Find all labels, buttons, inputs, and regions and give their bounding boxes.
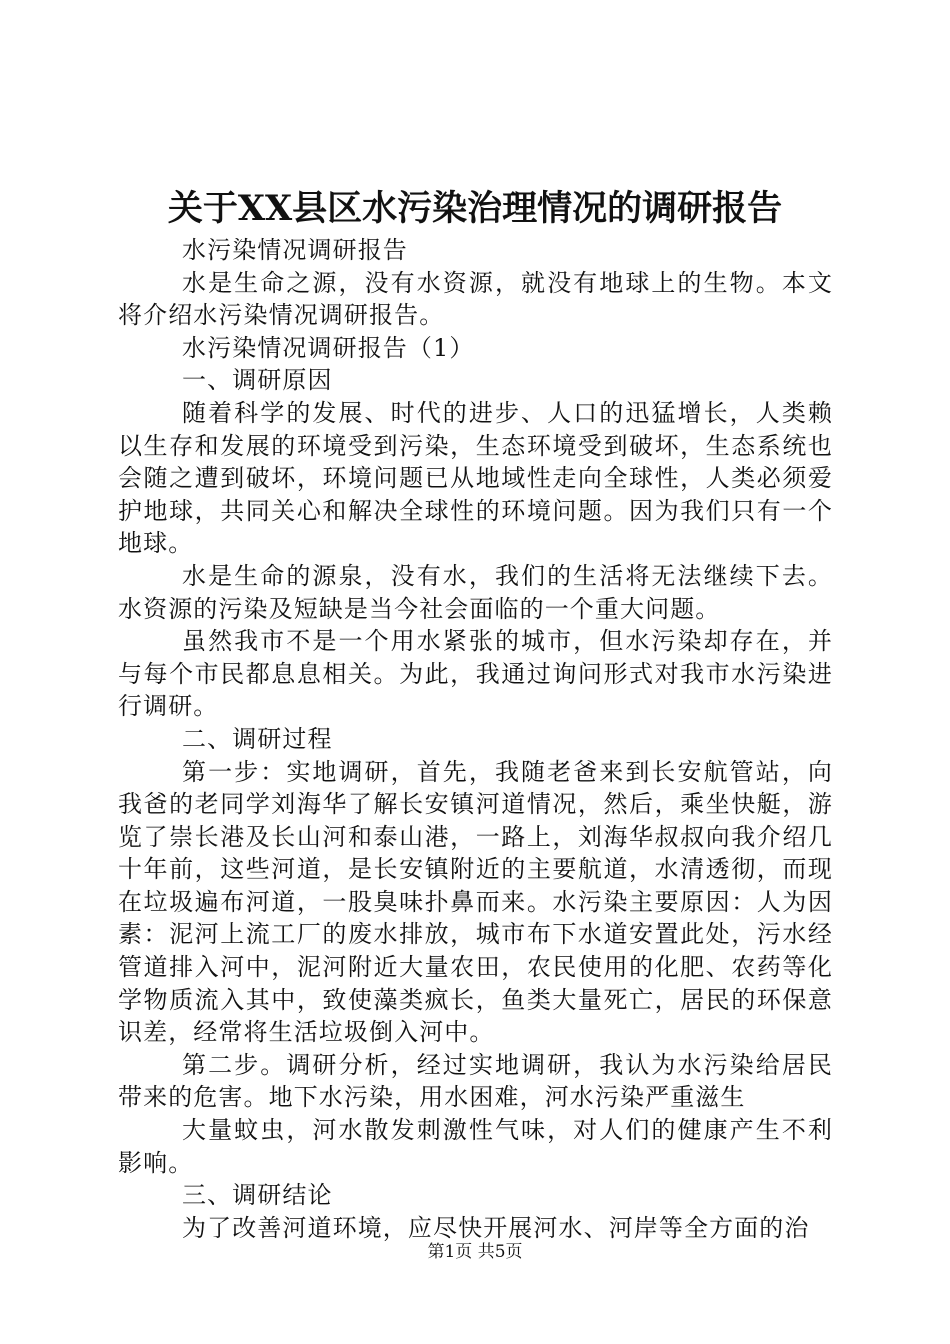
paragraph-intro: 水是生命之源，没有水资源，就没有地球上的生物。本文将介绍水污染情况调研报告。 xyxy=(118,268,833,330)
paragraph-conclusion: 为了改善河道环境，应尽快开展河水、河岸等全方面的治 xyxy=(182,1213,810,1242)
page-number: 第1页 xyxy=(427,1242,473,1262)
paragraph-reason-3: 虽然我市不是一个用水紧张的城市，但水污染却存在，并与每个市民都息息相关。为此，我通过询问形式对我市水污染进行调研。 xyxy=(118,627,833,721)
paragraph-report-heading: 水污染情况调研报告（1） xyxy=(182,333,475,362)
paragraph-subtitle: 水污染情况调研报告 xyxy=(182,236,408,264)
document-title: 关于XX县区水污染治理情况的调研报告 xyxy=(167,188,783,229)
page-footer xyxy=(0,1240,950,1264)
section-heading-conclusion: 三、调研结论 xyxy=(182,1181,333,1210)
paragraph-step-one: 第一步：实地调研，首先，我随老爸来到长安航管站，向我爸的老同学刘海华了解长安镇河道情况，然后，乘坐快艇，游览了崇长港及长山河和泰山港，一路上，刘海华叔叔向我介绍几十年前，这些河道，是长安镇附近的主要航道，水清透彻，而现在垃圾遍布河道，一股臭味扑鼻而来。水污染主要原因：人为因素：泥河上流工厂的废水排放，城市布下水道安置此处，污水经管道排入河中，泥河附近大量农田，农民使用的化肥、农药等化学物质流入其中，致使藻类疯长，鱼类大量死亡，居民的环保意识差，经常将生活垃圾倒入河中。 xyxy=(118,757,833,1047)
paragraph-reason-1: 随着科学的发展、时代的进步、人口的迅猛增长，人类赖以生存和发展的环境受到污染，生态环境受到破坏，生态系统也会随之遭到破坏，环境问题已从地域性走向全球性，人类必须爱护地球，共同关心和解决全球性的环境问题。因为我们只有一个地球。 xyxy=(118,398,833,558)
paragraph-step-two: 第二步。调研分析，经过实地调研，我认为水污染给居民带来的危害。地下水污染，用水困难，河水污染严重滋生 xyxy=(118,1050,833,1112)
paragraph-reason-2: 水是生命的源泉，没有水，我们的生活将无法继续下去。水资源的污染及短缺是当今社会面临的一个重大问题。 xyxy=(118,561,833,623)
section-heading-process: 二、调研过程 xyxy=(182,724,333,753)
paragraph-step-two-cont: 大量蚊虫，河水散发刺激性气味，对人们的健康产生不利影响。 xyxy=(118,1116,833,1177)
page-total: 共5页 xyxy=(477,1242,523,1262)
section-heading-reason: 一、调研原因 xyxy=(182,366,333,395)
document-body xyxy=(118,234,833,1244)
